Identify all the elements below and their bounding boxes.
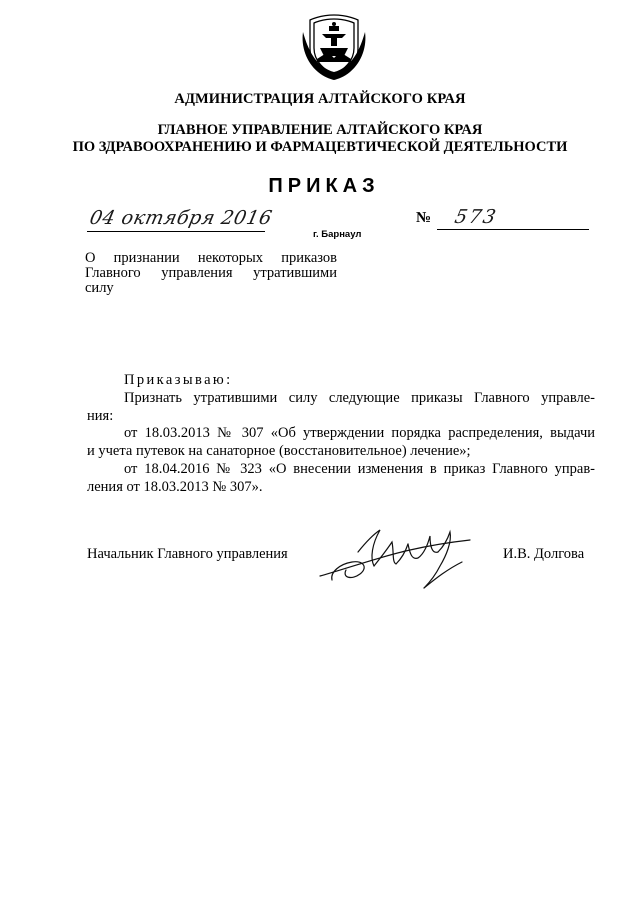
subject-line: силу (85, 280, 114, 296)
ordering-word: Приказываю: (124, 372, 233, 388)
city-label: г. Барнаул (313, 229, 362, 240)
paragraph-line: ления от 18.03.2013 № 307». (87, 478, 263, 495)
paragraph-3 (87, 461, 595, 496)
subject-line: Главного управления утратившими (85, 265, 337, 281)
paragraph-line: ния: (87, 407, 114, 424)
department-heading-line1: ГЛАВНОЕ УПРАВЛЕНИЕ АЛТАЙСКОГО КРАЯ (157, 122, 483, 138)
signatory-position: Начальник Главного управления (87, 546, 288, 562)
subject-block (85, 251, 337, 296)
handwritten-date: 04 октября 2016 (87, 207, 275, 229)
paragraph-2 (87, 425, 595, 460)
signatory-name: И.В. Долгова (503, 546, 585, 562)
paragraph-1 (87, 390, 595, 425)
paragraph-line: от 18.04.2016 № 323 «О внесении изменения в приказ Главного управ- (124, 461, 595, 477)
administration-heading: АДМИНИСТРАЦИЯ АЛТАЙСКОГО КРАЯ (174, 91, 466, 107)
subject-line: О признании некоторых приказов (85, 250, 337, 266)
department-heading-line2: ПО ЗДРАВООХРАНЕНИЮ И ФАРМАЦЕВТИЧЕСКОЙ ДЕЯТЕЛЬНОСТИ (72, 139, 568, 155)
handwritten-number: 573 (452, 206, 500, 228)
signature-icon (312, 522, 482, 592)
number-label: № (416, 210, 432, 226)
number-underline (437, 229, 589, 230)
paragraph-line: от 18.03.2013 № 307 «Об утверждении порядка распределения, выдачи (124, 425, 595, 441)
date-underline (87, 231, 265, 232)
document-title: ПРИКАЗ (268, 175, 380, 197)
coat-of-arms-icon (300, 12, 368, 82)
paragraph-line: и учета путевок на санаторное (восстановительное) лечение»; (87, 442, 471, 459)
paragraph-line: Признать утратившими силу следующие приказы Главного управле- (124, 390, 595, 406)
